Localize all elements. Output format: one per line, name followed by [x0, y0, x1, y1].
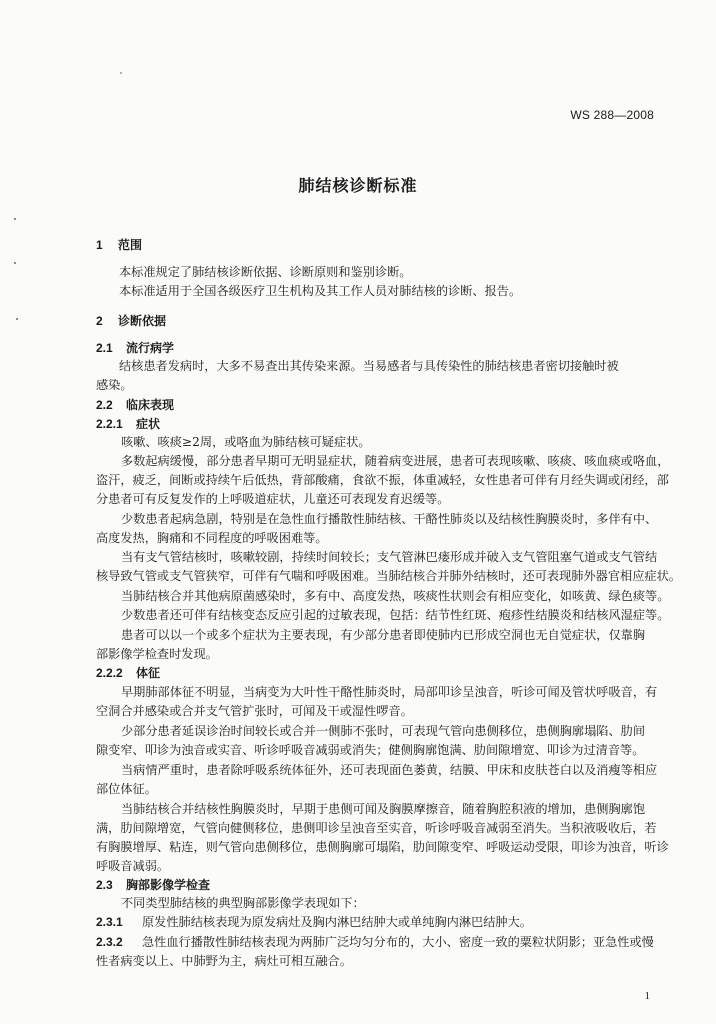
section-2-3-heading	[96, 876, 210, 894]
scan-speck	[14, 218, 16, 220]
scan-speck	[14, 262, 16, 264]
sign-line-2: 空洞合并感染或合并支气管扩张时，可闻及干或湿性啰音。	[96, 704, 413, 718]
sign-line-1: 早期肺部体征不明显，当病变为大叶性干酪性肺炎时，局部叩诊呈浊音，听诊可闻及管状呼吸音，有	[121, 685, 658, 699]
section-2-3-title: 胸部影像学检查	[126, 878, 211, 892]
section-2-1-heading	[96, 339, 174, 357]
symptom-line-1: 咳嗽、咳痰≥2周，或咯血为肺结核可疑症状。	[121, 435, 371, 449]
sign-line-4: 隙变窄、叩诊为浊音或实音、听诊呼吸音减弱或消失；健侧胸廓饱满、肋间隙增宽、叩诊为过清音等。	[96, 743, 645, 757]
standard-code: WS 288—2008	[570, 108, 654, 122]
symptom-line-12: 部影像学检查时发现。	[96, 647, 218, 661]
symptom-line-11: 患者可以以一个或多个症状为主要表现，有少部分患者即使肺内已形成空洞也无自觉症状，仅靠胸	[121, 628, 646, 642]
symptom-line-7: 当有支气管结核时，咳嗽较剧，持续时间较长；支气管淋巴瘘形成并破入支气管阻塞气道或支气管结	[121, 550, 658, 564]
symptom-line-9: 当肺结核合并其他病原菌感染时，多有中、高度发热，咳痰性状则会有相应变化，如咳黄、绿色痰等。	[121, 589, 670, 603]
section-2-3-2-line-2: 性者病变以上、中肺野为主，病灶可相互融合。	[96, 954, 352, 968]
section-1-para-1: 本标准规定了肺结核诊断依据、诊断原则和鉴别诊断。	[119, 265, 412, 279]
symptom-line-8: 核导致气管或支气管狭窄，可伴有气喘和呼吸困难。当肺结核合并肺外结核时，还可表现肺外器官相应症状。	[96, 569, 681, 583]
scan-speck	[16, 318, 18, 320]
section-2-2-1-number: 2.2.1	[96, 417, 123, 431]
section-2-title: 诊断依据	[118, 314, 167, 328]
section-2-3-2-line-1	[96, 933, 654, 951]
symptom-line-3: 盗汗，疲乏，间断或持续午后低热，背部酸痛，食欲不振，体重减轻，女性患者可伴有月经失调或闭经，部	[96, 473, 669, 487]
symptom-line-5: 少数患者起病急剧，特别是在急性血行播散性肺结核、干酪性肺炎以及结核性胸膜炎时，多伴有中、	[121, 512, 658, 526]
sign-line-8: 满，肋间隙增宽，气管向健侧移位，患侧叩诊呈浊音至实音，听诊呼吸音减弱至消失。当积液吸收后，若	[96, 821, 657, 835]
section-2-3-number: 2.3	[96, 878, 113, 892]
section-2-1-title: 流行病学	[126, 341, 175, 355]
scan-speck	[120, 72, 122, 74]
sign-line-9: 有胸膜增厚、粘连，则气管向患侧移位，患侧胸廓可塌陷，肋间隙变窄、呼吸运动受限，叩诊为浊音，听诊	[96, 840, 669, 854]
section-2-2-2-title: 体征	[136, 666, 161, 680]
symptom-line-6: 高度发热，胸痛和不同程度的呼吸困难等。	[96, 531, 328, 545]
section-1-number: 1	[96, 238, 103, 252]
section-2-3-1	[96, 913, 532, 931]
section-2-3-2-number: 2.3.2	[96, 935, 123, 949]
sign-line-5: 当病情严重时，患者除呼吸系统体征外，还可表现面色萎黄，结膜、甲床和皮肤苍白以及消瘦等相应	[121, 763, 658, 777]
section-1-title: 范围	[118, 238, 143, 252]
section-1-heading	[96, 236, 142, 254]
sign-line-10: 呼吸音减弱。	[96, 859, 170, 873]
sign-line-6: 部位体征。	[96, 782, 157, 796]
section-2-2-2-heading	[96, 664, 160, 682]
section-2-2-title: 临床表现	[126, 398, 175, 412]
section-2-3-1-text: 原发性肺结核表现为原发病灶及胸内淋巴结肿大或单纯胸内淋巴结肿大。	[142, 915, 532, 929]
section-2-2-number: 2.2	[96, 398, 113, 412]
section-2-2-2-number: 2.2.2	[96, 666, 123, 680]
section-2-2-heading	[96, 396, 174, 414]
section-2-1-line-1: 结核患者发病时，大多不易查出其传染来源。当易感者与具传染性的肺结核患者密切接触时被	[119, 359, 619, 373]
sign-line-7: 当肺结核合并结核性胸膜炎时，早期于患侧可闻及胸膜摩擦音，随着胸腔积液的增加，患侧胸廓饱	[121, 802, 646, 816]
section-2-3-2-text-1: 急性血行播散性肺结核表现为两肺广泛均匀分布的，大小、密度一致的粟粒状阴影；亚急性或慢	[142, 935, 654, 949]
section-2-1-number: 2.1	[96, 341, 113, 355]
section-2-number: 2	[96, 314, 103, 328]
sign-line-3: 少部分患者延误诊治时间较长或合并一侧肺不张时，可表现气管向患侧移位，患侧胸廓塌陷、肋间	[121, 724, 646, 738]
section-2-3-intro: 不同类型肺结核的典型胸部影像学表现如下：	[121, 896, 365, 910]
symptom-line-2: 多数起病缓慢，部分患者早期可无明显症状，随着病变进展，患者可表现咳嗽、咳痰、咳血痰或咯血，	[121, 454, 670, 468]
symptom-line-4: 分患者可有反复发作的上呼吸道症状，儿童还可表现发育迟缓等。	[96, 492, 450, 506]
symptom-line-10: 少数患者还可伴有结核变态反应引起的过敏表现，包括：结节性红斑、疱疹性结膜炎和结核风湿症等。	[121, 608, 670, 622]
section-2-2-1-title: 症状	[136, 417, 161, 431]
section-2-heading	[96, 312, 166, 330]
section-1-para-2: 本标准适用于全国各级医疗卫生机构及其工作人员对肺结核的诊断、报告。	[119, 284, 522, 298]
section-2-2-1-heading	[96, 415, 160, 433]
document-title: 肺结核诊断标准	[298, 176, 418, 195]
section-2-3-1-number: 2.3.1	[96, 915, 123, 929]
page-number: 1	[644, 990, 650, 1002]
section-2-1-line-2: 感染。	[96, 378, 133, 392]
